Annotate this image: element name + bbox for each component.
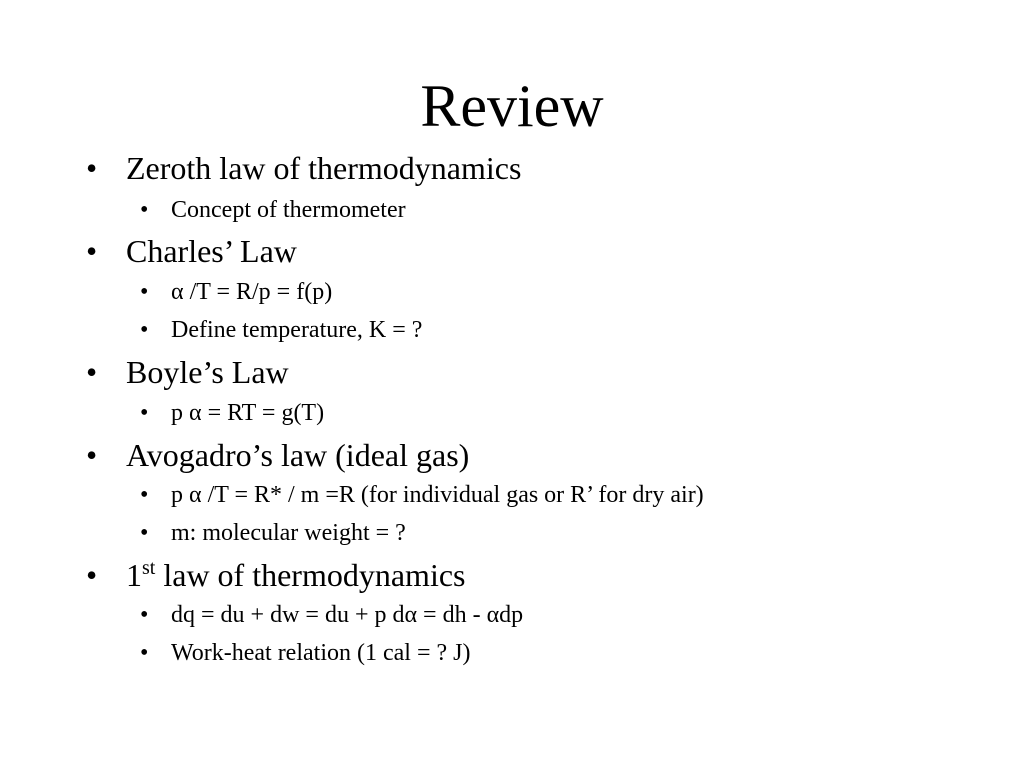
bullet-icon: •	[140, 317, 149, 343]
bullet-icon: •	[140, 640, 149, 666]
bullet-icon: •	[140, 279, 149, 305]
bullet-icon: •	[86, 233, 98, 269]
bullet-text-base: 1	[126, 557, 142, 593]
bullet-text: Zeroth law of thermodynamics	[126, 150, 522, 186]
sub-bullet-text: p α = RT = g(T)	[171, 400, 325, 426]
superscript: st	[142, 557, 156, 579]
bullet-icon: •	[140, 602, 149, 628]
bullet-text	[126, 555, 465, 595]
bullet-icon: •	[140, 520, 149, 546]
bullet-icon: •	[140, 400, 149, 426]
bullet-text-rest: law of thermodynamics	[155, 557, 466, 593]
sub-bullet-text: Define temperature, K = ?	[171, 317, 423, 343]
sub-bullet-text: dq = du + dw = du + p dα = dh - αdp	[171, 602, 524, 628]
bullet-icon: •	[86, 150, 98, 186]
sub-bullet-text: Concept of thermometer	[171, 197, 406, 223]
sub-bullet-text: p α /T = R* / m =R (for individual gas or R’ for dry air)	[171, 482, 704, 508]
bullet-icon: •	[86, 354, 98, 390]
bullet-text: Boyle’s Law	[126, 354, 289, 390]
sub-bullet-text: Work-heat relation (1 cal = ? J)	[171, 640, 471, 666]
slide-title: Review	[420, 73, 604, 139]
bullet-text: Charles’ Law	[126, 233, 297, 269]
bullet-list	[0, 148, 1024, 708]
bullet-icon: •	[140, 482, 149, 508]
sub-bullet-text: α /T = R/p = f(p)	[171, 279, 333, 305]
sub-bullet-text: m: molecular weight = ?	[171, 520, 406, 546]
bullet-icon: •	[86, 437, 98, 473]
bullet-icon: •	[140, 197, 149, 223]
bullet-text: Avogadro’s law (ideal gas)	[126, 437, 470, 473]
bullet-icon: •	[86, 557, 98, 593]
